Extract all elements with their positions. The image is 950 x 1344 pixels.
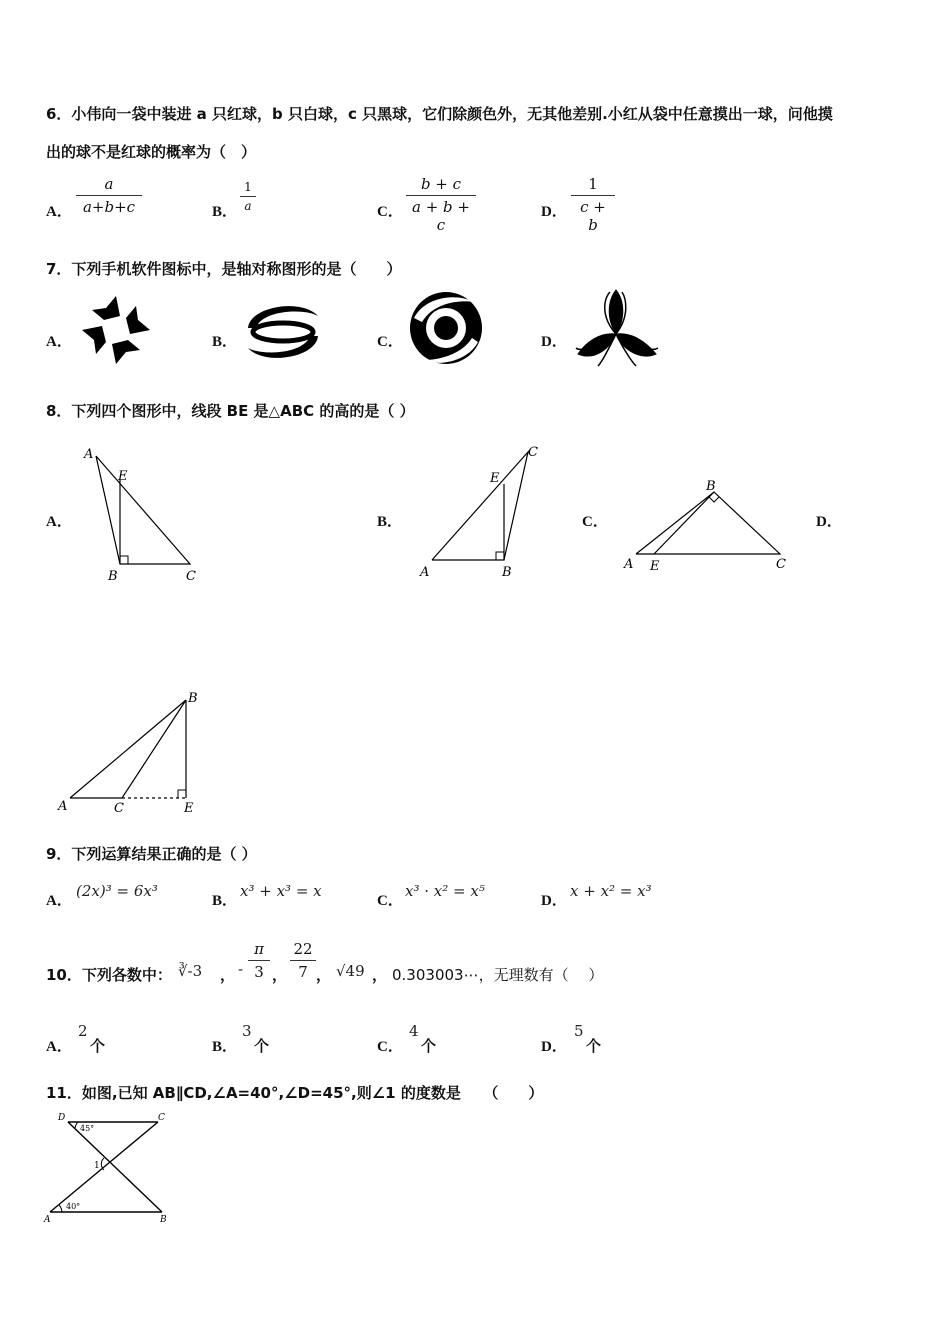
q7-text: 7．下列手机软件图标中，是轴对称图形的是（ ） [46, 260, 402, 278]
q7-label-c: C． [377, 334, 403, 350]
q9-option-a: (2x)³ = 6x³ [76, 882, 158, 900]
q6-option-a [76, 175, 142, 216]
q7-icon-b-rings [242, 298, 324, 366]
q8a-label-b: B [108, 569, 118, 584]
q8c-label-b: B [706, 479, 716, 494]
q8a-label-a: A [84, 447, 94, 462]
q8d-label-c: C [114, 801, 124, 816]
q6-option-c [406, 175, 476, 234]
q10-count-c: 4 [409, 1022, 419, 1040]
q10-22-7-numerator: 22 [293, 940, 313, 958]
q8-figure-b [412, 438, 552, 584]
q7-label-a: A． [46, 334, 72, 350]
q10-comma-4: ， [372, 966, 388, 984]
q8a-label-e: E [118, 469, 128, 484]
q11-angle-1: 1 [94, 1161, 100, 1171]
q6-d-numerator: 1 [588, 175, 598, 193]
q10-pi-denominator: 3 [248, 960, 270, 981]
q9-label-c: C． [377, 893, 403, 909]
q10-pi-fraction [248, 940, 270, 981]
q6-b-denominator: a [240, 196, 256, 213]
q6-label-d: D． [541, 204, 567, 220]
q11-label-a: A [44, 1215, 51, 1225]
q10-count-d: 5 [574, 1022, 584, 1040]
q10-negative-sign: - [238, 960, 244, 978]
q10-label-d: D． [541, 1039, 567, 1055]
q8c-label-a: A [624, 557, 634, 572]
q10-label-a: A． [46, 1039, 72, 1055]
q9-option-c: x³ · x² = x⁵ [405, 882, 485, 900]
q9-option-d: x + x² = x³ [570, 882, 652, 900]
q8b-label-b: B [502, 565, 512, 580]
q8b-label-a: A [420, 565, 430, 580]
q9-option-b: x³ + x³ = x [240, 882, 322, 900]
q8d-label-a: A [58, 799, 68, 814]
q11-figure [42, 1108, 174, 1226]
q8-text: 8．下列四个图形中，线段 BE 是△ABC 的高的是（ ） [46, 402, 415, 420]
q10-prefix: 10．下列各数中： [46, 966, 172, 984]
q10-comma-1: ， [220, 966, 236, 984]
q8-label-a: A． [46, 514, 72, 530]
q6-text-line2: 出的球不是红球的概率为（ ） [46, 143, 257, 161]
q10-22-7-denominator: 7 [290, 960, 316, 981]
q6-a-denominator: a+b+c [76, 195, 142, 216]
q11-label-b: B [160, 1215, 167, 1225]
q8a-label-c: C [186, 569, 196, 584]
q10-unit-a: 个 [90, 1037, 106, 1055]
q7-icon-a-stars [76, 290, 156, 370]
q6-option-b [240, 180, 256, 213]
q6-c-numerator: b + c [420, 175, 462, 193]
q8b-label-e: E [490, 471, 500, 486]
q10-unit-d: 个 [586, 1037, 602, 1055]
q11-label-d: D [58, 1113, 66, 1123]
q6-label-c: C． [377, 204, 403, 220]
q8c-label-e: E [650, 559, 660, 574]
q9-text: 9．下列运算结果正确的是（ ） [46, 845, 257, 863]
q6-label-a: A． [46, 204, 72, 220]
q10-decimal-and-question: 0.303003⋯，无理数有（ ） [392, 966, 604, 984]
q9-label-a: A． [46, 893, 72, 909]
q10-unit-b: 个 [254, 1037, 270, 1055]
q8-label-c: C． [582, 514, 608, 530]
q6-option-d [571, 175, 615, 234]
q6-c-denominator: a + b + c [406, 195, 476, 234]
q10-count-a: 2 [78, 1022, 88, 1040]
q10-comma-3: ， [316, 966, 332, 984]
q10-unit-c: 个 [421, 1037, 437, 1055]
q8-figure-a [78, 442, 204, 587]
q11-angle-40: 40° [66, 1202, 81, 1211]
q10-pi-numerator: π [254, 940, 264, 958]
q8-label-d: D． [816, 514, 842, 530]
q11-text: 11．如图,已知 AB∥CD,∠A=40°,∠D=45°,则∠1 的度数是 （ ） [46, 1084, 544, 1102]
q8c-label-c: C [776, 557, 786, 572]
q11-label-c: C [158, 1113, 165, 1123]
q6-b-numerator: 1 [244, 180, 252, 194]
q10-cube-root: ∛-3 [178, 962, 203, 980]
q11-angle-45: 45° [80, 1124, 95, 1133]
q9-label-d: D． [541, 893, 567, 909]
q6-label-b: B． [212, 204, 238, 220]
q6-d-denominator: c + b [571, 195, 615, 234]
q10-sqrt: √49 [336, 962, 365, 980]
q10-label-b: B． [212, 1039, 238, 1055]
q8d-label-b: B [188, 691, 198, 706]
q7-label-d: D． [541, 334, 567, 350]
q10-label-c: C． [377, 1039, 403, 1055]
q10-count-b: 3 [242, 1022, 252, 1040]
q7-icon-d-petals [570, 288, 662, 368]
q7-icon-c-swirl [404, 288, 490, 370]
q8-figure-d [52, 686, 212, 818]
q8b-label-c: C [528, 445, 538, 460]
q6-a-numerator: a [104, 175, 114, 193]
q8-label-b: B． [377, 514, 403, 530]
q8-figure-c [618, 474, 798, 574]
q10-comma-2: ， [272, 966, 288, 984]
q6-text-line1: 6．小伟向一袋中装进 a 只红球，b 只白球，c 只黑球，它们除颜色外，无其他差别.小红从袋中任意摸出一球，问他摸 [46, 105, 833, 123]
q7-label-b: B． [212, 334, 238, 350]
q10-22-7-fraction [290, 940, 316, 981]
q9-label-b: B． [212, 893, 238, 909]
q8d-label-e: E [184, 801, 194, 816]
